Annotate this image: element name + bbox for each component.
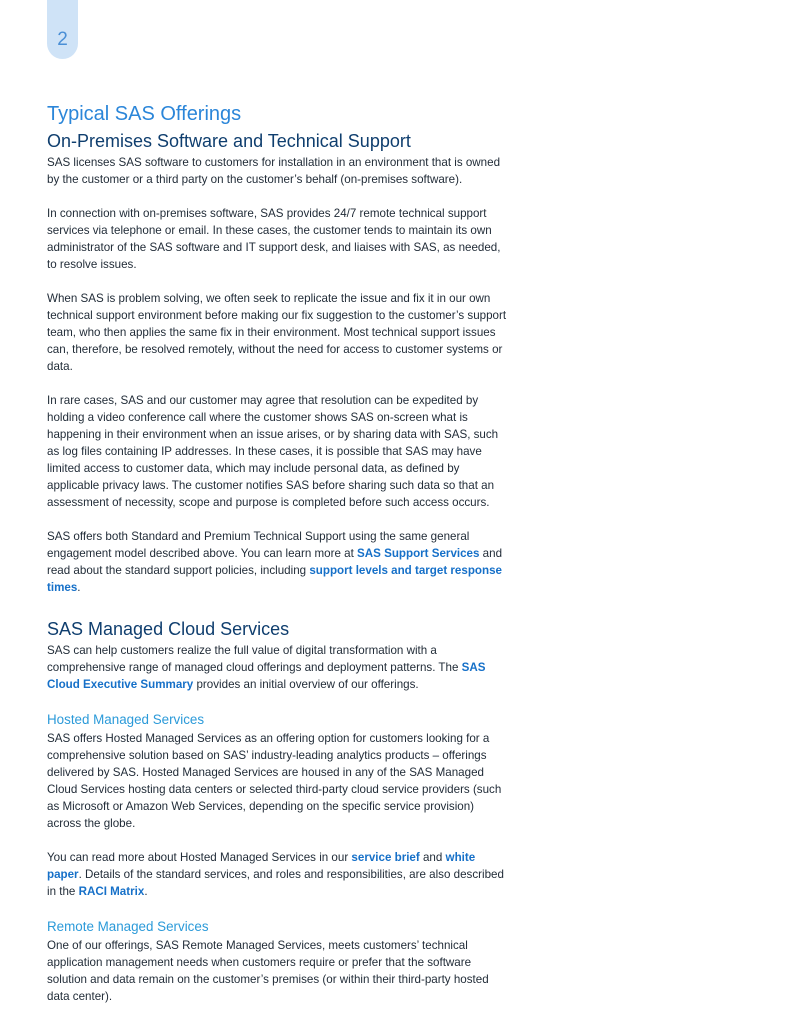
paragraph-text: and — [419, 851, 446, 864]
hosted-managed-services-heading: Hosted Managed Services — [47, 712, 205, 727]
sas-support-services-link[interactable]: SAS Support Services — [357, 547, 480, 560]
paragraph-text: . — [144, 885, 148, 898]
support-levels-link[interactable]: support levels and target response times — [47, 564, 502, 594]
hosted-paragraph-2 — [47, 849, 507, 900]
remote-managed-services-heading: Remote Managed Services — [47, 919, 209, 934]
raci-matrix-link[interactable]: RACI Matrix — [78, 885, 145, 898]
on-premises-paragraph-1: SAS licenses SAS software to customers for installation in an environment that is owned by the customer or a third party on the customer’s behalf (on-premises software). — [47, 156, 501, 186]
managed-cloud-heading: SAS Managed Cloud Services — [47, 619, 290, 639]
paragraph-text: You can read more about Hosted Managed Services in our — [47, 851, 352, 864]
paragraph-text: SAS can help customers realize the full value of digital transformation with a comprehensive range of managed cloud offerings and deployment patterns. The — [47, 644, 462, 674]
on-premises-paragraph-4: In rare cases, SAS and our customer may agree that resolution can be expedited by holding a video conference call where the customer shows SAS on-screen what is happening in their environment when an issue arises, or by sharing data with SAS, such as log files containing IP addresses. In these cases, it is possible that SAS may have limited access to customer data, which may include personal data, as defined by applicable privacy laws. The customer notifies SAS before sharing such data so that an assessment of necessity, scope and purpose is completed before such access occurs. — [47, 394, 499, 509]
paragraph-text: and read about the standard support policies, including — [47, 547, 503, 577]
page-number: 2 — [57, 29, 68, 50]
page-title: Typical SAS Offerings — [47, 103, 242, 125]
paragraph-text: . — [77, 581, 81, 594]
white-paper-link[interactable]: white paper — [47, 851, 476, 881]
on-premises-heading: On-Premises Software and Technical Support — [47, 131, 411, 151]
hosted-paragraph-1: SAS offers Hosted Managed Services as an offering option for customers looking for a comprehensive solution based on SAS’ industry-leading analytics products – offerings delivered by SAS. Hosted Managed Services are housed in any of the SAS Managed Cloud Services hosting data centers or selected third-party cloud service providers (such as Microsoft or Amazon Web Services, depending on the specific service provision) across the globe. — [47, 732, 502, 830]
page-number-tab — [47, 0, 78, 59]
paragraph-text: SAS offers both Standard and Premium Technical Support using the same general engagement model described above. You can learn more at — [47, 530, 470, 560]
paragraph-text: provides an initial overview of our offerings. — [193, 678, 419, 691]
managed-cloud-paragraph-1 — [47, 642, 507, 693]
paragraph-text: . Details of the standard services, and roles and responsibilities, are also described in the — [47, 868, 504, 898]
document-body — [47, 101, 507, 1005]
remote-paragraph-1: One of our offerings, SAS Remote Managed Services, meets customers’ technical application management needs when customers require or prefer that the software solution and data remain on the customer’s premises (or within their third-party hosted data center). — [47, 939, 489, 1003]
service-brief-link[interactable]: service brief — [351, 851, 420, 864]
on-premises-paragraph-3: When SAS is problem solving, we often seek to replicate the issue and fix it in our own technical support environment before making our fix suggestion to the customer’s support team, who then applies the same fix in their environment. Most technical support issues can, therefore, be resolved remotely, without the need for access to customer systems or data. — [47, 292, 507, 373]
cloud-executive-summary-link[interactable]: SAS Cloud Executive Summary — [47, 661, 486, 691]
on-premises-paragraph-2: In connection with on-premises software, SAS provides 24/7 remote technical support services via telephone or email. In these cases, the customer tends to maintain its own administrator of the SAS software and IT support desk, and liaises with SAS, as needed, to resolve issues. — [47, 207, 501, 271]
on-premises-paragraph-5 — [47, 528, 507, 596]
